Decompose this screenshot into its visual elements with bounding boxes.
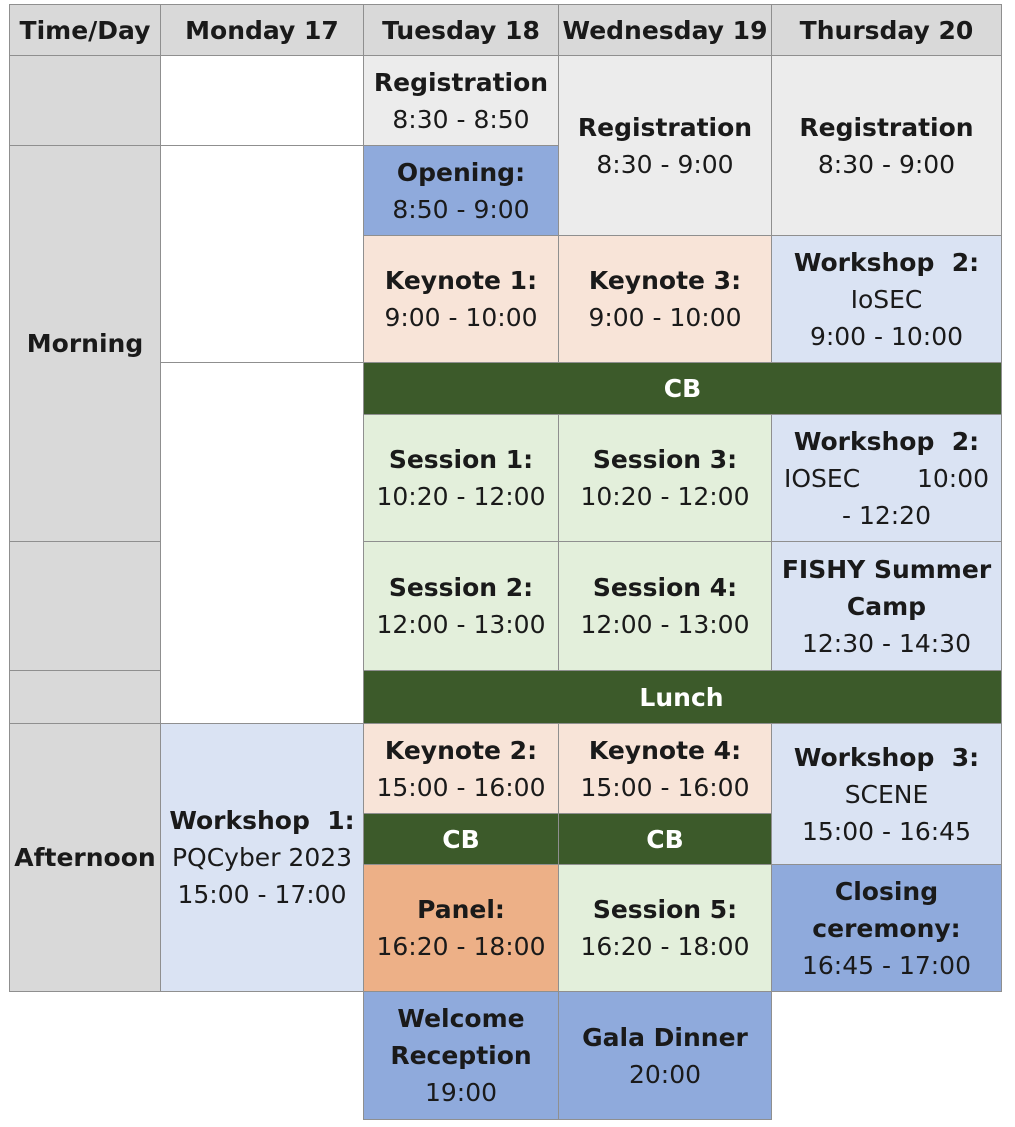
- row-label-morning-text: Morning: [26, 329, 144, 358]
- lunch-break: [363, 670, 1002, 724]
- header-wednesday: [558, 4, 772, 56]
- wednesday-keynote-4-title: Keynote 4:: [588, 735, 742, 765]
- tuesday-panel-time: 16:20 - 18:00: [376, 932, 546, 961]
- header-wednesday-label: Wednesday 19: [562, 15, 768, 45]
- tuesday-session-2-title: Session 2:: [388, 573, 534, 602]
- monday-empty-3: [160, 362, 364, 724]
- tuesday-keynote-2: [363, 723, 559, 814]
- thursday-closing-ceremony: [771, 864, 1002, 992]
- thursday-fishy-title-2: Camp: [846, 591, 927, 621]
- thursday-workshop-2a-sub: IoSEC: [850, 284, 923, 314]
- wednesday-keynote-3: [558, 235, 772, 363]
- coffee-break-morning-label: CB: [663, 374, 702, 403]
- tuesday-session-1-title: Session 1:: [388, 445, 534, 474]
- wednesday-gala-time: 20:00: [628, 1059, 702, 1089]
- thursday-fishy-summer-camp: [771, 541, 1002, 671]
- wednesday-session-5: [558, 864, 772, 992]
- monday-workshop-1-title: Workshop 1:: [169, 806, 355, 835]
- tuesday-session-1-time: 10:20 - 12:00: [376, 482, 546, 511]
- tuesday-registration-time: 8:30 - 8:50: [392, 104, 530, 134]
- tuesday-registration: [363, 55, 559, 146]
- thursday-workshop-2-part-2: [771, 414, 1002, 542]
- tuesday-keynote-1-title: Keynote 1:: [384, 266, 538, 295]
- wednesday-keynote-3-time: 9:00 - 10:00: [588, 303, 742, 332]
- thursday-registration-title: Registration: [799, 112, 974, 142]
- header-time-day: [9, 4, 161, 56]
- tuesday-opening: [363, 145, 559, 236]
- thursday-workshop-2b-title: Workshop 2:: [793, 426, 980, 456]
- wednesday-session-5-time: 16:20 - 18:00: [580, 932, 750, 961]
- tuesday-panel-title: Panel:: [417, 895, 505, 924]
- wednesday-gala-title: Gala Dinner: [582, 1022, 748, 1052]
- timeslot-blank-2: [9, 541, 161, 671]
- wednesday-registration-time: 8:30 - 9:00: [596, 149, 734, 179]
- thursday-workshop-2b-sub: IOSEC: [784, 463, 861, 493]
- timeslot-blank-1: [9, 55, 161, 146]
- tuesday-coffee-break: [363, 813, 559, 865]
- tuesday-opening-title: Opening:: [396, 157, 526, 187]
- tuesday-welcome-time: 19:00: [424, 1078, 498, 1107]
- thursday-closing-title-1: Closing: [834, 876, 939, 906]
- wednesday-session-3: [558, 414, 772, 542]
- header-tuesday: [363, 4, 559, 56]
- tuesday-keynote-1-time: 9:00 - 10:00: [384, 303, 538, 332]
- tuesday-session-2: [363, 541, 559, 671]
- wednesday-session-5-title: Session 5:: [592, 895, 738, 924]
- wednesday-session-3-title: Session 3:: [592, 445, 738, 474]
- tuesday-welcome-title-1: Welcome: [397, 1004, 525, 1033]
- coffee-break-morning: [363, 362, 1002, 415]
- wednesday-coffee-break-label: CB: [646, 824, 684, 854]
- thursday-workshop-2b-end: - 12:20: [841, 500, 931, 530]
- thursday-registration-time: 8:30 - 9:00: [817, 149, 956, 179]
- wednesday-session-4-title: Session 4:: [592, 573, 738, 602]
- thursday-workshop-3-sub: SCENE: [844, 779, 929, 809]
- thursday-workshop-3: [771, 723, 1002, 865]
- monday-workshop-1-sub: PQCyber 2023: [171, 843, 353, 872]
- tuesday-session-2-time: 12:00 - 13:00: [376, 610, 546, 639]
- tuesday-session-1: [363, 414, 559, 542]
- monday-empty-1: [160, 55, 364, 146]
- tuesday-keynote-2-time: 15:00 - 16:00: [376, 772, 546, 802]
- row-label-afternoon-text: Afternoon: [14, 843, 156, 872]
- tuesday-registration-title: Registration: [373, 67, 549, 97]
- wednesday-registration-title: Registration: [577, 112, 753, 142]
- header-thursday-label: Thursday 20: [799, 15, 974, 45]
- wednesday-session-4-time: 12:00 - 13:00: [580, 610, 750, 639]
- row-label-afternoon: [9, 723, 161, 992]
- wednesday-registration: [558, 55, 772, 236]
- thursday-closing-title-2: ceremony:: [812, 913, 961, 943]
- wednesday-coffee-break: [558, 813, 772, 865]
- thursday-workshop-3-title: Workshop 3:: [793, 742, 980, 772]
- thursday-workshop-2b-start: 10:00: [916, 463, 989, 493]
- thursday-workshop-2-part-1: [771, 235, 1002, 363]
- thursday-workshop-2a-title: Workshop 2:: [793, 247, 980, 277]
- thursday-workshop-3-time: 15:00 - 16:45: [801, 816, 971, 846]
- tuesday-welcome-title-2: Reception: [390, 1041, 532, 1070]
- tuesday-coffee-break-label: CB: [442, 824, 480, 854]
- thursday-fishy-title-1: FISHY Summer: [781, 554, 992, 584]
- wednesday-session-4: [558, 541, 772, 671]
- wednesday-keynote-3-title: Keynote 3:: [588, 266, 742, 295]
- lunch-break-label: Lunch: [639, 682, 724, 712]
- thursday-workshop-2a-time: 9:00 - 10:00: [809, 321, 964, 351]
- wednesday-keynote-4: [558, 723, 772, 814]
- header-monday: [160, 4, 364, 56]
- header-thursday: [771, 4, 1002, 56]
- wednesday-gala-dinner: [558, 991, 772, 1120]
- thursday-registration: [771, 55, 1002, 236]
- monday-workshop-1-time: 15:00 - 17:00: [177, 880, 347, 909]
- header-tuesday-label: Tuesday 18: [382, 15, 540, 45]
- tuesday-keynote-2-title: Keynote 2:: [384, 735, 538, 765]
- wednesday-keynote-4-time: 15:00 - 16:00: [580, 772, 750, 802]
- header-time-day-label: Time/Day: [19, 15, 151, 45]
- tuesday-welcome-reception: [363, 991, 559, 1120]
- monday-empty-2: [160, 145, 364, 363]
- wednesday-session-3-time: 10:20 - 12:00: [580, 482, 750, 511]
- tuesday-keynote-1: [363, 235, 559, 363]
- thursday-fishy-time: 12:30 - 14:30: [801, 628, 971, 658]
- thursday-workshop-2b-line-2: [784, 460, 989, 497]
- tuesday-panel: [363, 864, 559, 992]
- timeslot-blank-3: [9, 670, 161, 724]
- row-label-morning: [9, 145, 161, 542]
- tuesday-opening-time: 8:50 - 9:00: [392, 194, 530, 224]
- thursday-closing-time: 16:45 - 17:00: [801, 950, 971, 980]
- monday-workshop-1: [160, 723, 364, 992]
- header-monday-label: Monday 17: [185, 15, 339, 45]
